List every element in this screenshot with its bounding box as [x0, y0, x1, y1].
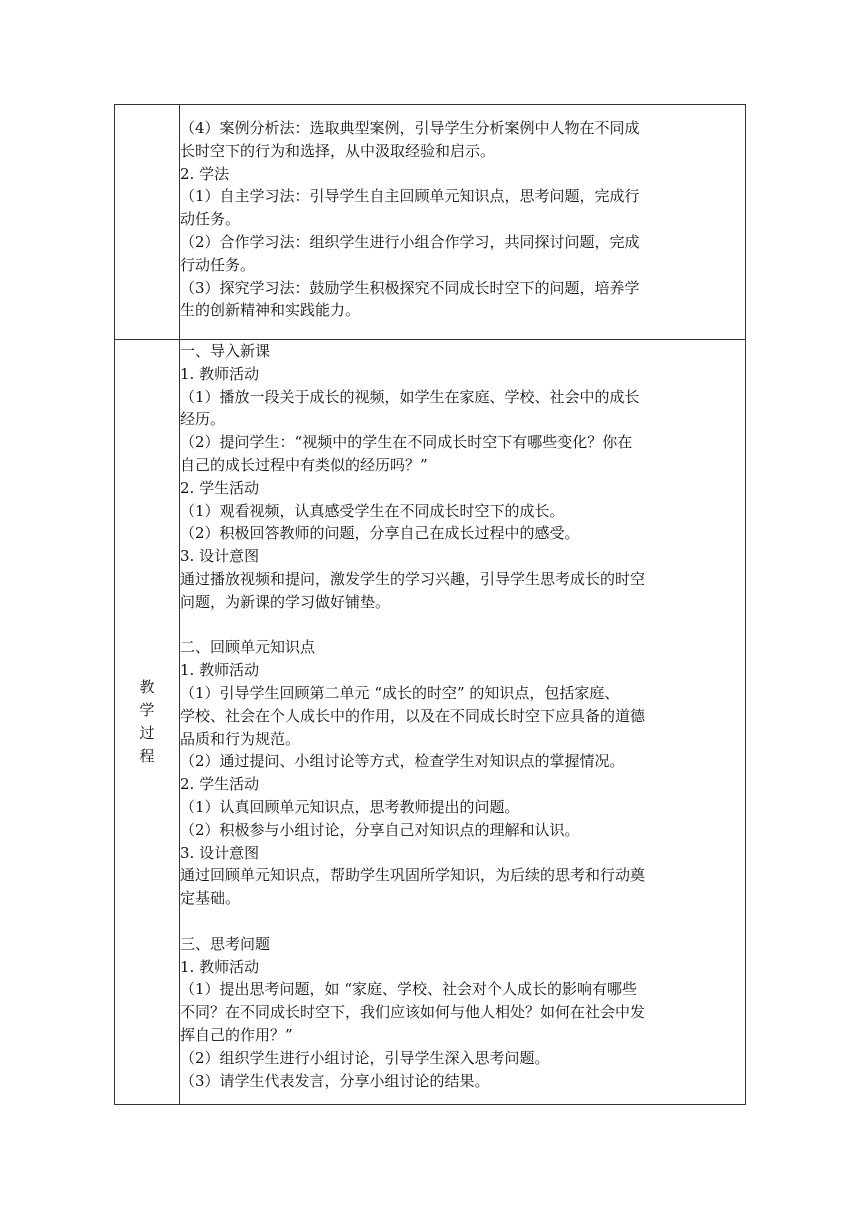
blank-line: [180, 910, 745, 933]
text-line: 问题，为新课的学习做好铺垫。: [180, 592, 391, 611]
text-line: 品质和行为规范。: [180, 729, 301, 748]
text-line: 3. 设计意图: [180, 547, 260, 566]
text-line: （1）播放一段关于成长的视频，如学生在家庭、学校、社会中的成长: [180, 387, 640, 406]
text-line: 生的创新精神和实践能力。: [180, 301, 361, 320]
text-line: （1）引导学生回顾第二单元 “成长的时空” 的知识点，包括家庭、: [180, 683, 620, 702]
text-line: （2）积极回答教师的问题，分享自己在成长过程中的感受。: [180, 524, 580, 543]
text-line: 自己的成长过程中有类似的经历吗？”: [180, 455, 428, 474]
text-line: 二、回顾单元知识点: [180, 638, 316, 657]
text-line: 3. 设计意图: [180, 843, 260, 862]
text-line: 2. 学生活动: [180, 775, 260, 794]
text-line: 1. 教师活动: [180, 957, 260, 976]
row-label-cell: [115, 105, 180, 340]
text-line: （1）观看视频，认真感受学生在不同成长时空下的成长。: [180, 501, 565, 520]
text-line: （3）请学生代表发言，分享小组讨论的结果。: [180, 1071, 490, 1090]
text-line: （1）自主学习法：引导学生自主回顾单元知识点，思考问题，完成行: [180, 187, 640, 206]
text-line: （2）合作学习法：组织学生进行小组合作学习，共同探讨问题，完成: [180, 232, 640, 251]
text-line: 通过回顾单元知识点，帮助学生巩固所学知识，为后续的思考和行动奠: [180, 866, 646, 885]
text-line: 通过播放视频和提问，激发学生的学习兴趣，引导学生思考成长的时空: [180, 569, 646, 588]
text-line: 经历。: [180, 410, 226, 429]
teaching-process-content-cell: [180, 340, 746, 1105]
table-row-methods: [115, 105, 746, 340]
lesson-plan-table: [114, 104, 746, 1105]
text-line: （2）提问学生：“视频中的学生在不同成长时空下有哪些变化？你在: [180, 433, 633, 452]
text-line: 定基础。: [180, 889, 241, 908]
text-line: 行动任务。: [180, 255, 256, 274]
text-line: 学校、社会在个人成长中的作用，以及在不同成长时空下应具备的道德: [180, 706, 646, 725]
methods-content-cell: [180, 105, 746, 340]
text-line: （2）通过提问、小组讨论等方式，检查学生对知识点的掌握情况。: [180, 752, 625, 771]
text-line: （1）提出思考问题，如 “家庭、学校、社会对个人成长的影响有哪些: [180, 980, 637, 999]
text-line: （2）组织学生进行小组讨论，引导学生深入思考问题。: [180, 1048, 550, 1067]
text-line: （3）探究学习法：鼓励学生积极探究不同成长时空下的问题，培养学: [180, 278, 640, 297]
text-line: 一、导入新课: [180, 342, 271, 360]
text-line: （2）积极参与小组讨论，分享自己对知识点的理解和认识。: [180, 820, 580, 839]
text-line: 长时空下的行为和选择，从中汲取经验和启示。: [180, 141, 496, 160]
text-line: 2. 学生活动: [180, 478, 260, 497]
text-line: 动任务。: [180, 210, 241, 229]
text-line: （4）案例分析法：选取典型案例，引导学生分析案例中人物在不同成: [180, 119, 640, 137]
text-line: （1）认真回顾单元知识点，思考教师提出的问题。: [180, 797, 520, 816]
blank-line: [180, 614, 745, 637]
row-label-cell: [115, 340, 180, 1105]
text-line: 2. 学法: [180, 164, 230, 183]
teaching-process-label: 教学过程: [139, 678, 155, 765]
text-line: 1. 教师活动: [180, 364, 260, 383]
text-line: 挥自己的作用？”: [180, 1025, 293, 1044]
text-line: 三、思考问题: [180, 934, 271, 953]
text-line: 1. 教师活动: [180, 661, 260, 680]
table-row-teaching-process: [115, 340, 746, 1105]
text-line: 不同？在不同成长时空下，我们应该如何与他人相处？如何在社会中发: [180, 1003, 646, 1022]
